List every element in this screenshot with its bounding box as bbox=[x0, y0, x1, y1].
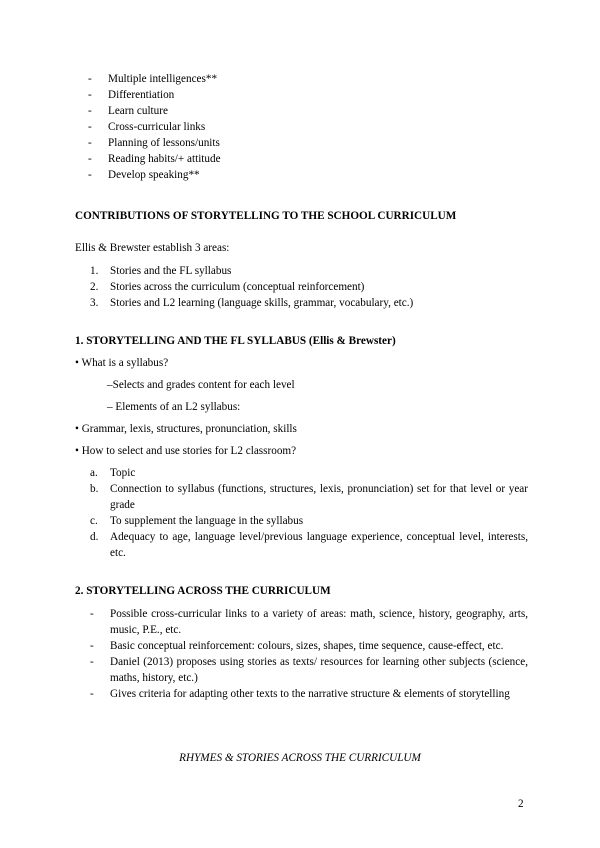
rhymes-subheading: RHYMES & STORIES ACROSS THE CURRICULUM bbox=[179, 752, 421, 764]
contributions-intro: Ellis & Brewster establish 3 areas: bbox=[75, 242, 230, 254]
syllabus-sub-point: –Selects and grades content for each level bbox=[107, 379, 295, 391]
syllabus-sub-point: – Elements of an L2 syllabus: bbox=[107, 401, 241, 413]
cross-curricular-list bbox=[90, 606, 528, 702]
selection-criteria-list bbox=[90, 465, 528, 561]
list-item: a. Topic bbox=[90, 467, 136, 479]
contributions-list bbox=[90, 263, 530, 311]
list-item: - Multiple intelligences** bbox=[88, 73, 218, 85]
list-item: d. Adequacy to age, language level/previous language experience, conceptual level, interests, etc. bbox=[90, 531, 528, 559]
list-item: - Learn culture bbox=[88, 105, 168, 117]
list-item: 3. Stories and L2 learning (language skills, grammar, vocabulary, etc.) bbox=[90, 297, 414, 309]
stories-question: • How to select and use stories for L2 classroom? bbox=[75, 445, 297, 457]
list-item: - Reading habits/+ attitude bbox=[88, 153, 221, 165]
section1-heading: 1. STORYTELLING AND THE FL SYLLABUS (Ellis & Brewster) bbox=[75, 335, 396, 347]
list-item: - Basic conceptual reinforcement: colours, sizes, shapes, time sequence, cause-effect, etc. bbox=[90, 640, 504, 652]
list-item: - Cross-curricular links bbox=[88, 121, 206, 133]
intro-dash-list bbox=[88, 71, 221, 183]
section2-heading: 2. STORYTELLING ACROSS THE CURRICULUM bbox=[75, 585, 331, 597]
list-item: - Planning of lessons/units bbox=[88, 137, 220, 149]
list-item: - Possible cross-curricular links to a variety of areas: math, science, history, geography, arts, music, P.E., etc. bbox=[90, 608, 528, 636]
contributions-heading: CONTRIBUTIONS OF STORYTELLING TO THE SCHOOL CURRICULUM bbox=[75, 210, 457, 222]
syllabus-elements: • Grammar, lexis, structures, pronunciation, skills bbox=[75, 423, 297, 435]
list-item: b. Connection to syllabus (functions, structures, lexis, pronunciation) set for that level or year grade bbox=[90, 483, 528, 511]
list-item: c. To supplement the language in the syllabus bbox=[90, 515, 304, 527]
list-item: 1. Stories and the FL syllabus bbox=[90, 265, 232, 277]
list-item: - Daniel (2013) proposes using stories as texts/ resources for learning other subjects (science, maths, history, etc.) bbox=[90, 656, 528, 684]
syllabus-question: • What is a syllabus? bbox=[75, 357, 169, 369]
list-item: - Differentiation bbox=[88, 89, 175, 101]
list-item: 2. Stories across the curriculum (conceptual reinforcement) bbox=[90, 281, 365, 293]
list-item: - Gives criteria for adapting other texts to the narrative structure & elements of storytelling bbox=[90, 688, 510, 700]
page-number: 2 bbox=[518, 798, 524, 810]
list-item: - Develop speaking** bbox=[88, 169, 200, 181]
